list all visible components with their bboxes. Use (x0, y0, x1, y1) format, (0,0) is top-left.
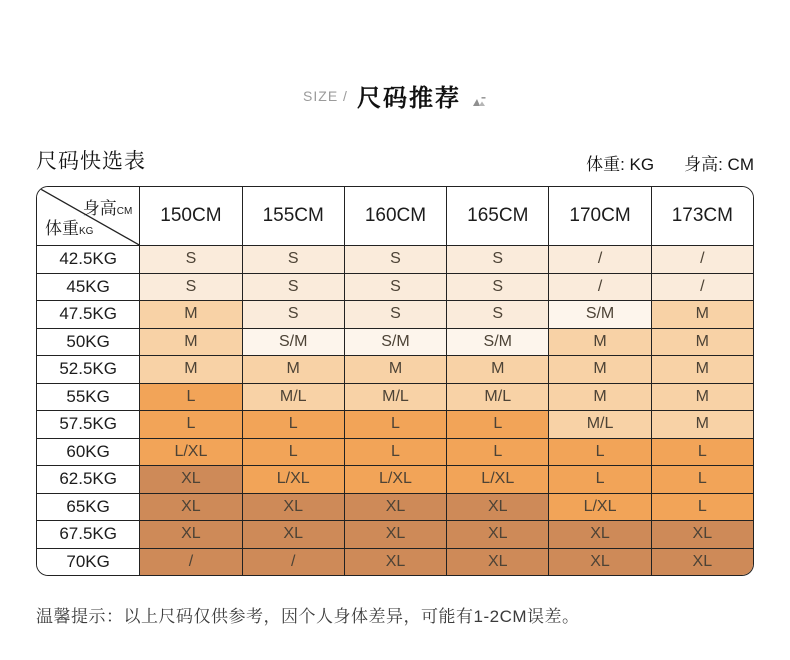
table-row (37, 438, 753, 466)
size-cell: M (548, 355, 650, 383)
size-cell: XL (139, 520, 241, 548)
table-row (37, 355, 753, 383)
size-cell: M (139, 328, 241, 356)
size-cell: M (651, 355, 753, 383)
size-cell: XL (344, 548, 446, 576)
size-cell: L (139, 410, 241, 438)
height-unit-label: 身高: CM (684, 155, 754, 174)
size-cell: L (651, 465, 753, 493)
row-label: 47.5KG (37, 300, 139, 328)
size-cell: L (344, 438, 446, 466)
size-cell: XL (548, 548, 650, 576)
size-cell: L/XL (446, 465, 548, 493)
size-cell: / (548, 273, 650, 301)
table-row (37, 328, 753, 356)
size-cell: / (139, 548, 241, 576)
size-cell: XL (344, 520, 446, 548)
row-label: 60KG (37, 438, 139, 466)
table-row (37, 520, 753, 548)
size-cell: S (344, 300, 446, 328)
column-header: 170CM (548, 187, 650, 245)
size-cell: M (651, 300, 753, 328)
size-cell: L (446, 438, 548, 466)
row-label: 65KG (37, 493, 139, 521)
size-cell: L (242, 410, 344, 438)
size-cell: S (446, 245, 548, 273)
size-cell: XL (548, 520, 650, 548)
row-label: 52.5KG (37, 355, 139, 383)
size-cell: M (651, 383, 753, 411)
row-label: 50KG (37, 328, 139, 356)
size-cell: XL (242, 493, 344, 521)
size-cell: L (548, 438, 650, 466)
size-cell: M (548, 328, 650, 356)
size-cell: L (651, 493, 753, 521)
size-cell: L (242, 438, 344, 466)
size-cell: S (344, 273, 446, 301)
size-cell: L (651, 438, 753, 466)
title-text: 尺码推荐 (356, 85, 461, 112)
table-row (37, 548, 753, 576)
size-cell: M/L (446, 383, 548, 411)
size-cell: / (548, 245, 650, 273)
size-cell: S/M (548, 300, 650, 328)
corner-weight-label: 体重KG (45, 219, 94, 238)
size-cell: M (651, 410, 753, 438)
size-cell: XL (242, 520, 344, 548)
size-cell: S (139, 273, 241, 301)
size-cell: S/M (446, 328, 548, 356)
size-cell: M (242, 355, 344, 383)
size-cell: XL (446, 548, 548, 576)
table-row (37, 383, 753, 411)
table-subheader (36, 145, 754, 175)
size-cell: M/L (242, 383, 344, 411)
size-matrix (37, 187, 753, 575)
column-header: 155CM (242, 187, 344, 245)
row-label: 57.5KG (37, 410, 139, 438)
size-cell: S (242, 273, 344, 301)
size-cell: L (344, 410, 446, 438)
size-cell: L (548, 465, 650, 493)
size-cell: L (139, 383, 241, 411)
size-cell: M (446, 355, 548, 383)
size-cell: / (651, 273, 753, 301)
size-cell: M/L (344, 383, 446, 411)
row-label: 45KG (37, 273, 139, 301)
row-label: 55KG (37, 383, 139, 411)
section-title: 尺码快选表 (36, 150, 146, 173)
column-header: 160CM (344, 187, 446, 245)
size-cell: XL (139, 493, 241, 521)
table-row (37, 493, 753, 521)
size-cell: S/M (344, 328, 446, 356)
size-cell: XL (651, 548, 753, 576)
size-cell: L (446, 410, 548, 438)
page-title (36, 78, 754, 113)
size-cell: XL (344, 493, 446, 521)
row-label: 67.5KG (37, 520, 139, 548)
size-table (36, 186, 754, 576)
table-row (37, 300, 753, 328)
size-cell: M (344, 355, 446, 383)
row-label: 70KG (37, 548, 139, 576)
table-row (37, 465, 753, 493)
size-cell: L/XL (139, 438, 241, 466)
size-cell: S (446, 273, 548, 301)
size-cell: S (446, 300, 548, 328)
size-cell: M (139, 355, 241, 383)
table-row (37, 273, 753, 301)
size-cell: S (242, 245, 344, 273)
size-cell: S (242, 300, 344, 328)
table-row (37, 245, 753, 273)
size-cell: M (139, 300, 241, 328)
size-cell: M (548, 383, 650, 411)
header-row (37, 187, 753, 245)
unit-legend (586, 150, 754, 175)
size-cell: XL (446, 520, 548, 548)
size-cell: XL (446, 493, 548, 521)
size-cell: L/XL (548, 493, 650, 521)
size-cell: S (139, 245, 241, 273)
corner-height-label: 身高CM (82, 199, 133, 218)
column-header: 150CM (139, 187, 241, 245)
size-cell: M/L (548, 410, 650, 438)
reminder-tip: 温馨提示：以上尺码仅供参考，因个人身体差异，可能有1-2CM误差。 (36, 607, 580, 626)
size-cell: XL (651, 520, 753, 548)
title-prefix: SIZE / (303, 87, 348, 104)
size-cell: L/XL (344, 465, 446, 493)
size-cell: / (242, 548, 344, 576)
size-recommendation-page (0, 78, 790, 660)
size-cell: M (651, 328, 753, 356)
size-cell: XL (139, 465, 241, 493)
column-header: 173CM (651, 187, 753, 245)
row-label: 62.5KG (37, 465, 139, 493)
size-cell: / (651, 245, 753, 273)
table-row (37, 410, 753, 438)
corner-cell (37, 187, 139, 245)
mountain-stamp-icon (472, 95, 487, 107)
size-cell: S (344, 245, 446, 273)
size-cell: S/M (242, 328, 344, 356)
row-label: 42.5KG (37, 245, 139, 273)
size-cell: L/XL (242, 465, 344, 493)
column-header: 165CM (446, 187, 548, 245)
weight-unit-label: 体重: KG (586, 155, 655, 174)
